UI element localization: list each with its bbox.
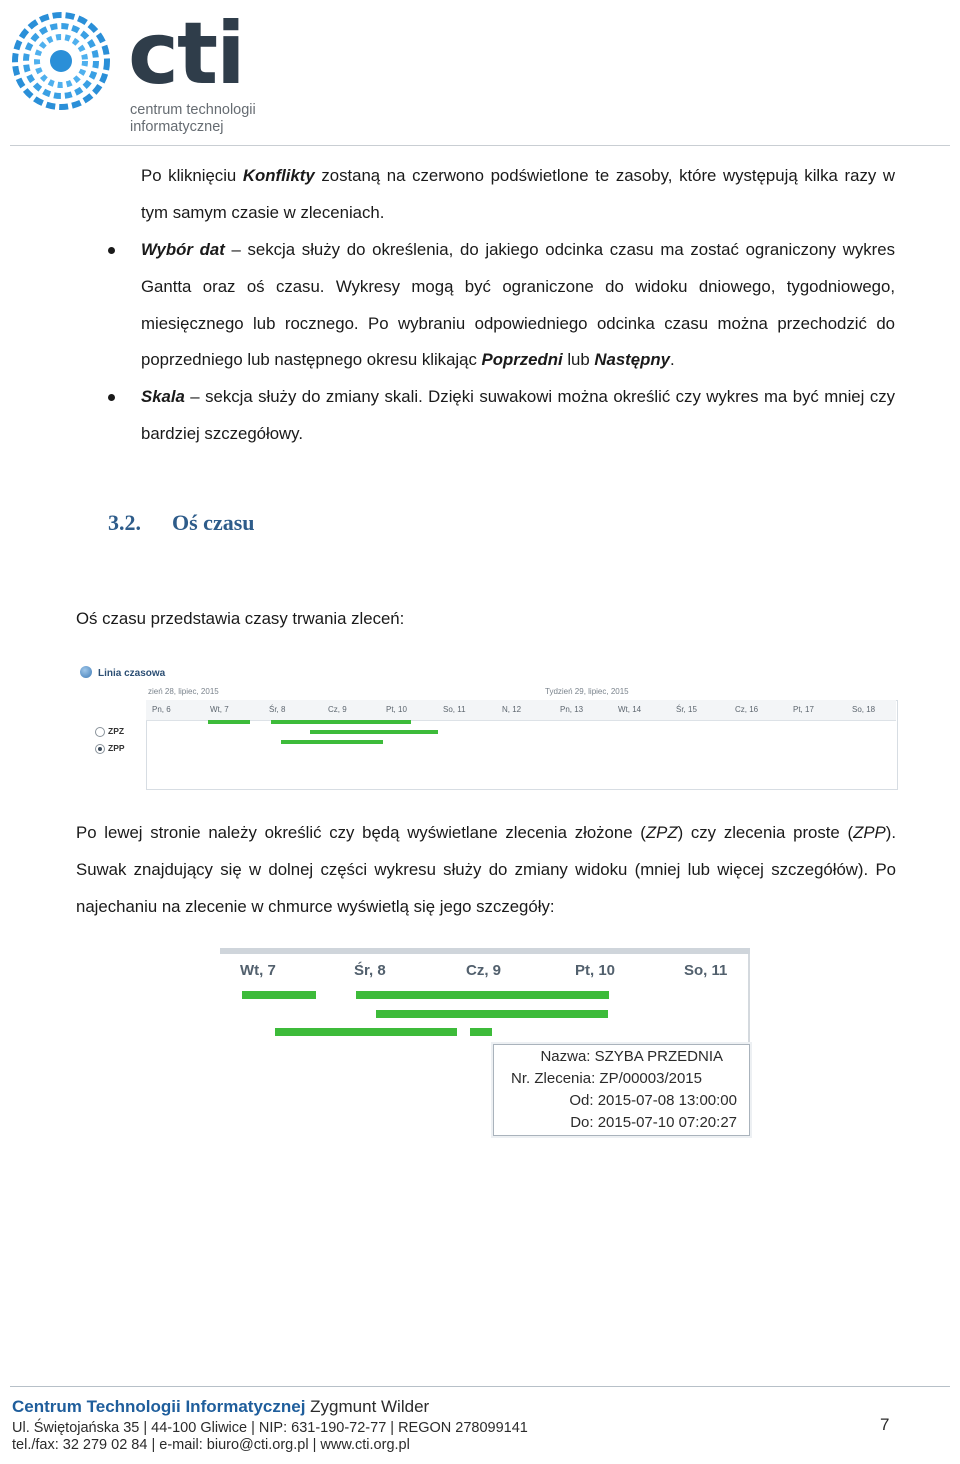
footer-company-name: Centrum Technologii Informatycznej bbox=[12, 1397, 306, 1416]
day-label: Pn, 13 bbox=[560, 705, 584, 714]
radio-zpp-label: ZPP bbox=[108, 743, 125, 753]
day-label: Śr, 15 bbox=[676, 705, 697, 714]
day-label: Pt, 10 bbox=[575, 962, 616, 979]
tooltip-order-number: Nr. Zlecenia: ZP/00003/2015 bbox=[511, 1070, 702, 1087]
logo-wordmark: cti bbox=[128, 4, 244, 104]
b2-text-b: – sekcja służy do zmiany skali. Dzięki suwakowi można określić czy wykres ma być mniej czy bardziej szczegółowy. bbox=[141, 387, 895, 443]
term-zpp: ZPP bbox=[853, 823, 886, 842]
tooltip-from: Od: 2015-07-08 13:00:00 bbox=[569, 1092, 737, 1109]
gantt-bar[interactable] bbox=[271, 720, 411, 724]
p2-text-a: Po lewej stronie należy określić czy będą wyświetlane zlecenia złożone ( bbox=[76, 823, 646, 842]
gantt-bar[interactable] bbox=[376, 1010, 608, 1018]
term-nastepny: Następny bbox=[594, 350, 670, 370]
day-label: Cz, 9 bbox=[328, 705, 347, 714]
gantt-bar[interactable] bbox=[368, 730, 438, 734]
p2-text-e: ). Suwak znajdujący się w dolnej części wykresu służy do zmiany widoku (mniej lub więcej szczegółów). Po najechaniu na zlecenie w chmurce wyświetlą się jego szczegóły: bbox=[76, 823, 896, 916]
cti-logo-mark bbox=[10, 10, 112, 112]
week-label-right: Tydzień 29, lipiec, 2015 bbox=[545, 687, 629, 696]
section-heading bbox=[108, 510, 255, 536]
bullet-skala bbox=[141, 379, 895, 453]
b1-text-b: – sekcja służy do określenia, do jakiego odcinka czasu ma zostać ograniczony wykres Gantta oraz oś czasu. Wykresy mogą być ograniczone do widoku dniowego, tygodniowego, miesięcznego lub rocznego. Po wybraniu odpowiedniego odcinka czasu można przechodzić do poprzedniego lub następnego okresu klikając bbox=[141, 240, 895, 370]
day-label: Pt, 17 bbox=[793, 705, 814, 714]
gantt-bar[interactable] bbox=[242, 991, 316, 999]
day-label: So, 11 bbox=[443, 705, 466, 714]
tooltip-name: Nazwa: SZYBA PRZEDNIA bbox=[540, 1048, 723, 1065]
p1-text-c: zostaną na czerwono podświetlone te zasoby, które występują kilka razy w tym samym czasie w zleceniach. bbox=[141, 166, 895, 222]
paragraph-konflikty bbox=[141, 158, 895, 232]
p1-text-a: Po kliknięciu bbox=[141, 166, 243, 185]
b1-text-d: lub bbox=[562, 350, 595, 370]
gantt-bar[interactable] bbox=[368, 740, 382, 744]
day-label: Pn, 6 bbox=[152, 705, 171, 714]
section-title: Oś czasu bbox=[172, 510, 255, 535]
day-label: Wt, 7 bbox=[240, 962, 276, 979]
day-label: Pt, 10 bbox=[386, 705, 407, 714]
gantt-bar[interactable] bbox=[275, 1028, 457, 1036]
b1-text-f: . bbox=[669, 350, 675, 370]
day-label: Cz, 9 bbox=[466, 962, 502, 979]
term-konflikty: Konflikty bbox=[242, 166, 315, 185]
bullet-icon bbox=[108, 247, 115, 254]
day-label: Cz, 16 bbox=[735, 705, 759, 714]
radio-zpz[interactable] bbox=[95, 727, 105, 737]
footer-company bbox=[12, 1397, 429, 1417]
week-label-left: zień 28, lipiec, 2015 bbox=[148, 687, 219, 696]
day-label: Wt, 14 bbox=[618, 705, 642, 714]
gantt-bar[interactable] bbox=[208, 720, 250, 724]
timeline-screenshot bbox=[78, 662, 896, 788]
radio-zpp[interactable] bbox=[95, 744, 105, 754]
footer-divider bbox=[10, 1386, 950, 1387]
logo-subtitle-line-2: informatycznej bbox=[130, 119, 224, 135]
term-skala: Skala bbox=[141, 387, 185, 406]
day-label: N, 12 bbox=[502, 705, 522, 714]
timeline-title: Linia czasowa bbox=[98, 668, 166, 679]
term-wybor-dat: Wybór dat bbox=[141, 240, 225, 259]
term-poprzedni: Poprzedni bbox=[481, 350, 563, 370]
timeline-zoom-screenshot bbox=[220, 948, 750, 1138]
header-divider bbox=[10, 145, 950, 146]
section-number: 3.2. bbox=[108, 510, 141, 535]
bullet-wybor-dat bbox=[141, 232, 895, 379]
footer-contact: tel./fax: 32 279 02 84 | e-mail: biuro@cti.org.pl | www.cti.org.pl bbox=[12, 1437, 410, 1453]
radio-zpz-label: ZPZ bbox=[108, 726, 125, 736]
logo-subtitle-line-1: centrum technologii bbox=[130, 102, 256, 118]
p2-text-c: ) czy zlecenia proste ( bbox=[677, 823, 854, 842]
day-label: Śr, 8 bbox=[354, 962, 386, 979]
day-label: Wt, 7 bbox=[210, 705, 229, 714]
bullet-icon bbox=[108, 394, 115, 401]
paragraph-zpz-zpp bbox=[76, 815, 896, 925]
day-label: So, 11 bbox=[684, 962, 728, 979]
timeline-icon bbox=[80, 666, 92, 678]
intro-paragraph: Oś czasu przedstawia czasy trwania zleceń: bbox=[76, 609, 405, 628]
day-label: So, 18 bbox=[852, 705, 876, 714]
logo-subtitle bbox=[130, 102, 290, 136]
footer-address: Ul. Świętojańska 35 | 44-100 Gliwice | NIP: 631-190-72-77 | REGON 278099141 bbox=[12, 1420, 528, 1436]
footer-company-owner: Zygmunt Wilder bbox=[305, 1397, 430, 1416]
order-tooltip bbox=[493, 1044, 750, 1136]
day-label: Śr, 8 bbox=[269, 705, 286, 714]
term-zpz: ZPZ bbox=[645, 823, 678, 842]
gantt-bar[interactable] bbox=[470, 1028, 492, 1036]
page-number: 7 bbox=[880, 1415, 890, 1434]
tooltip-to: Do: 2015-07-10 07:20:27 bbox=[570, 1114, 737, 1131]
gantt-bar[interactable] bbox=[356, 991, 609, 999]
